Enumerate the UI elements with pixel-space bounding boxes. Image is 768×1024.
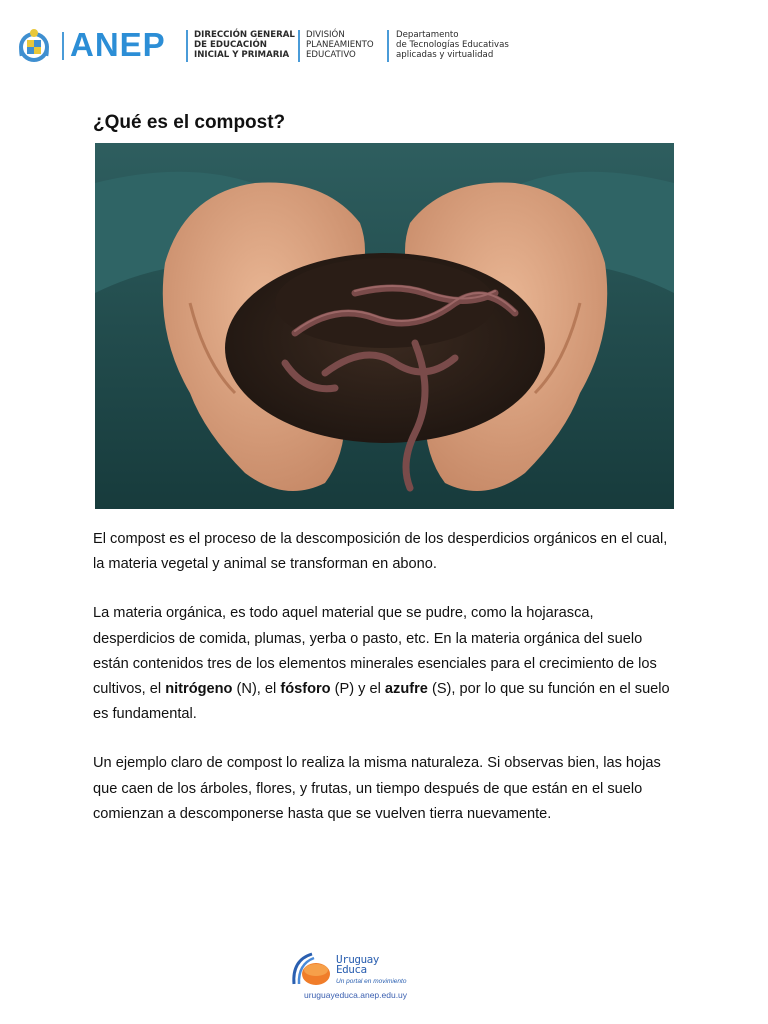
header-divider — [186, 30, 188, 62]
paragraph-definition: El compost es el proceso de la descomposición de los desperdicios orgánicos en el cual, la materia vegetal y animal se transforman en abono. — [93, 531, 668, 573]
uruguay-educa-wordmark: Uruguay Educa — [336, 953, 379, 976]
uruguay-educa-footer — [288, 950, 428, 1002]
header-divider — [62, 32, 64, 60]
header-divider — [387, 30, 389, 62]
paragraph-nature-example: Un ejemplo claro de compost lo realiza la misma naturaleza. Si observas bien, las hojas que caen de los árboles, flores, y frutas, un tiempo después de que están en el suelo comienzan a descomponerse hasta que se vuelven tierra nuevamente. — [93, 755, 661, 822]
uruguay-coat-of-arms-icon — [16, 28, 52, 64]
anep-logo: ANEP — [70, 26, 166, 63]
header-divider — [298, 30, 300, 62]
page-title: ¿Qué es el compost? — [93, 112, 286, 133]
page-header — [16, 26, 756, 66]
uruguay-educa-logo-icon — [290, 950, 332, 988]
header-department-text: Departamento de Tecnologías Educativas aplicadas y virtualidad — [396, 30, 509, 61]
header-dgeip-text: DIRECCIÓN GENERAL DE EDUCACIÓN INICIAL Y PRIMARIA — [194, 30, 295, 61]
article-body — [93, 527, 673, 851]
header-division-text: DIVISIÓN PLANEAMIENTO EDUCATIVO — [306, 30, 374, 61]
term-phosphorus: fósforo — [280, 681, 331, 698]
paragraph-organic-matter: La materia orgánica, es todo aquel material que se pudre, como la hojarasca, desperdicios de comida, plumas, yerba o pasto, etc. En la materia orgánica del suelo están contenidos tres de los elementos minerales esenciales para el crecimiento de los cultivos, el nitrógeno (N), el fósforo (P) y el azufre (S), por lo que su función en el suelo es fundamental. — [93, 605, 670, 723]
term-sulfur: azufre — [384, 681, 428, 698]
hands-with-compost-and-worms-photo — [95, 143, 674, 509]
footer-url-link[interactable]: uruguayeduca.anep.edu.uy — [304, 990, 408, 1000]
footer-tagline: Un portal en movimiento — [336, 978, 407, 985]
compost-photo — [95, 143, 674, 509]
term-nitrogen: nitrógeno — [165, 681, 233, 698]
